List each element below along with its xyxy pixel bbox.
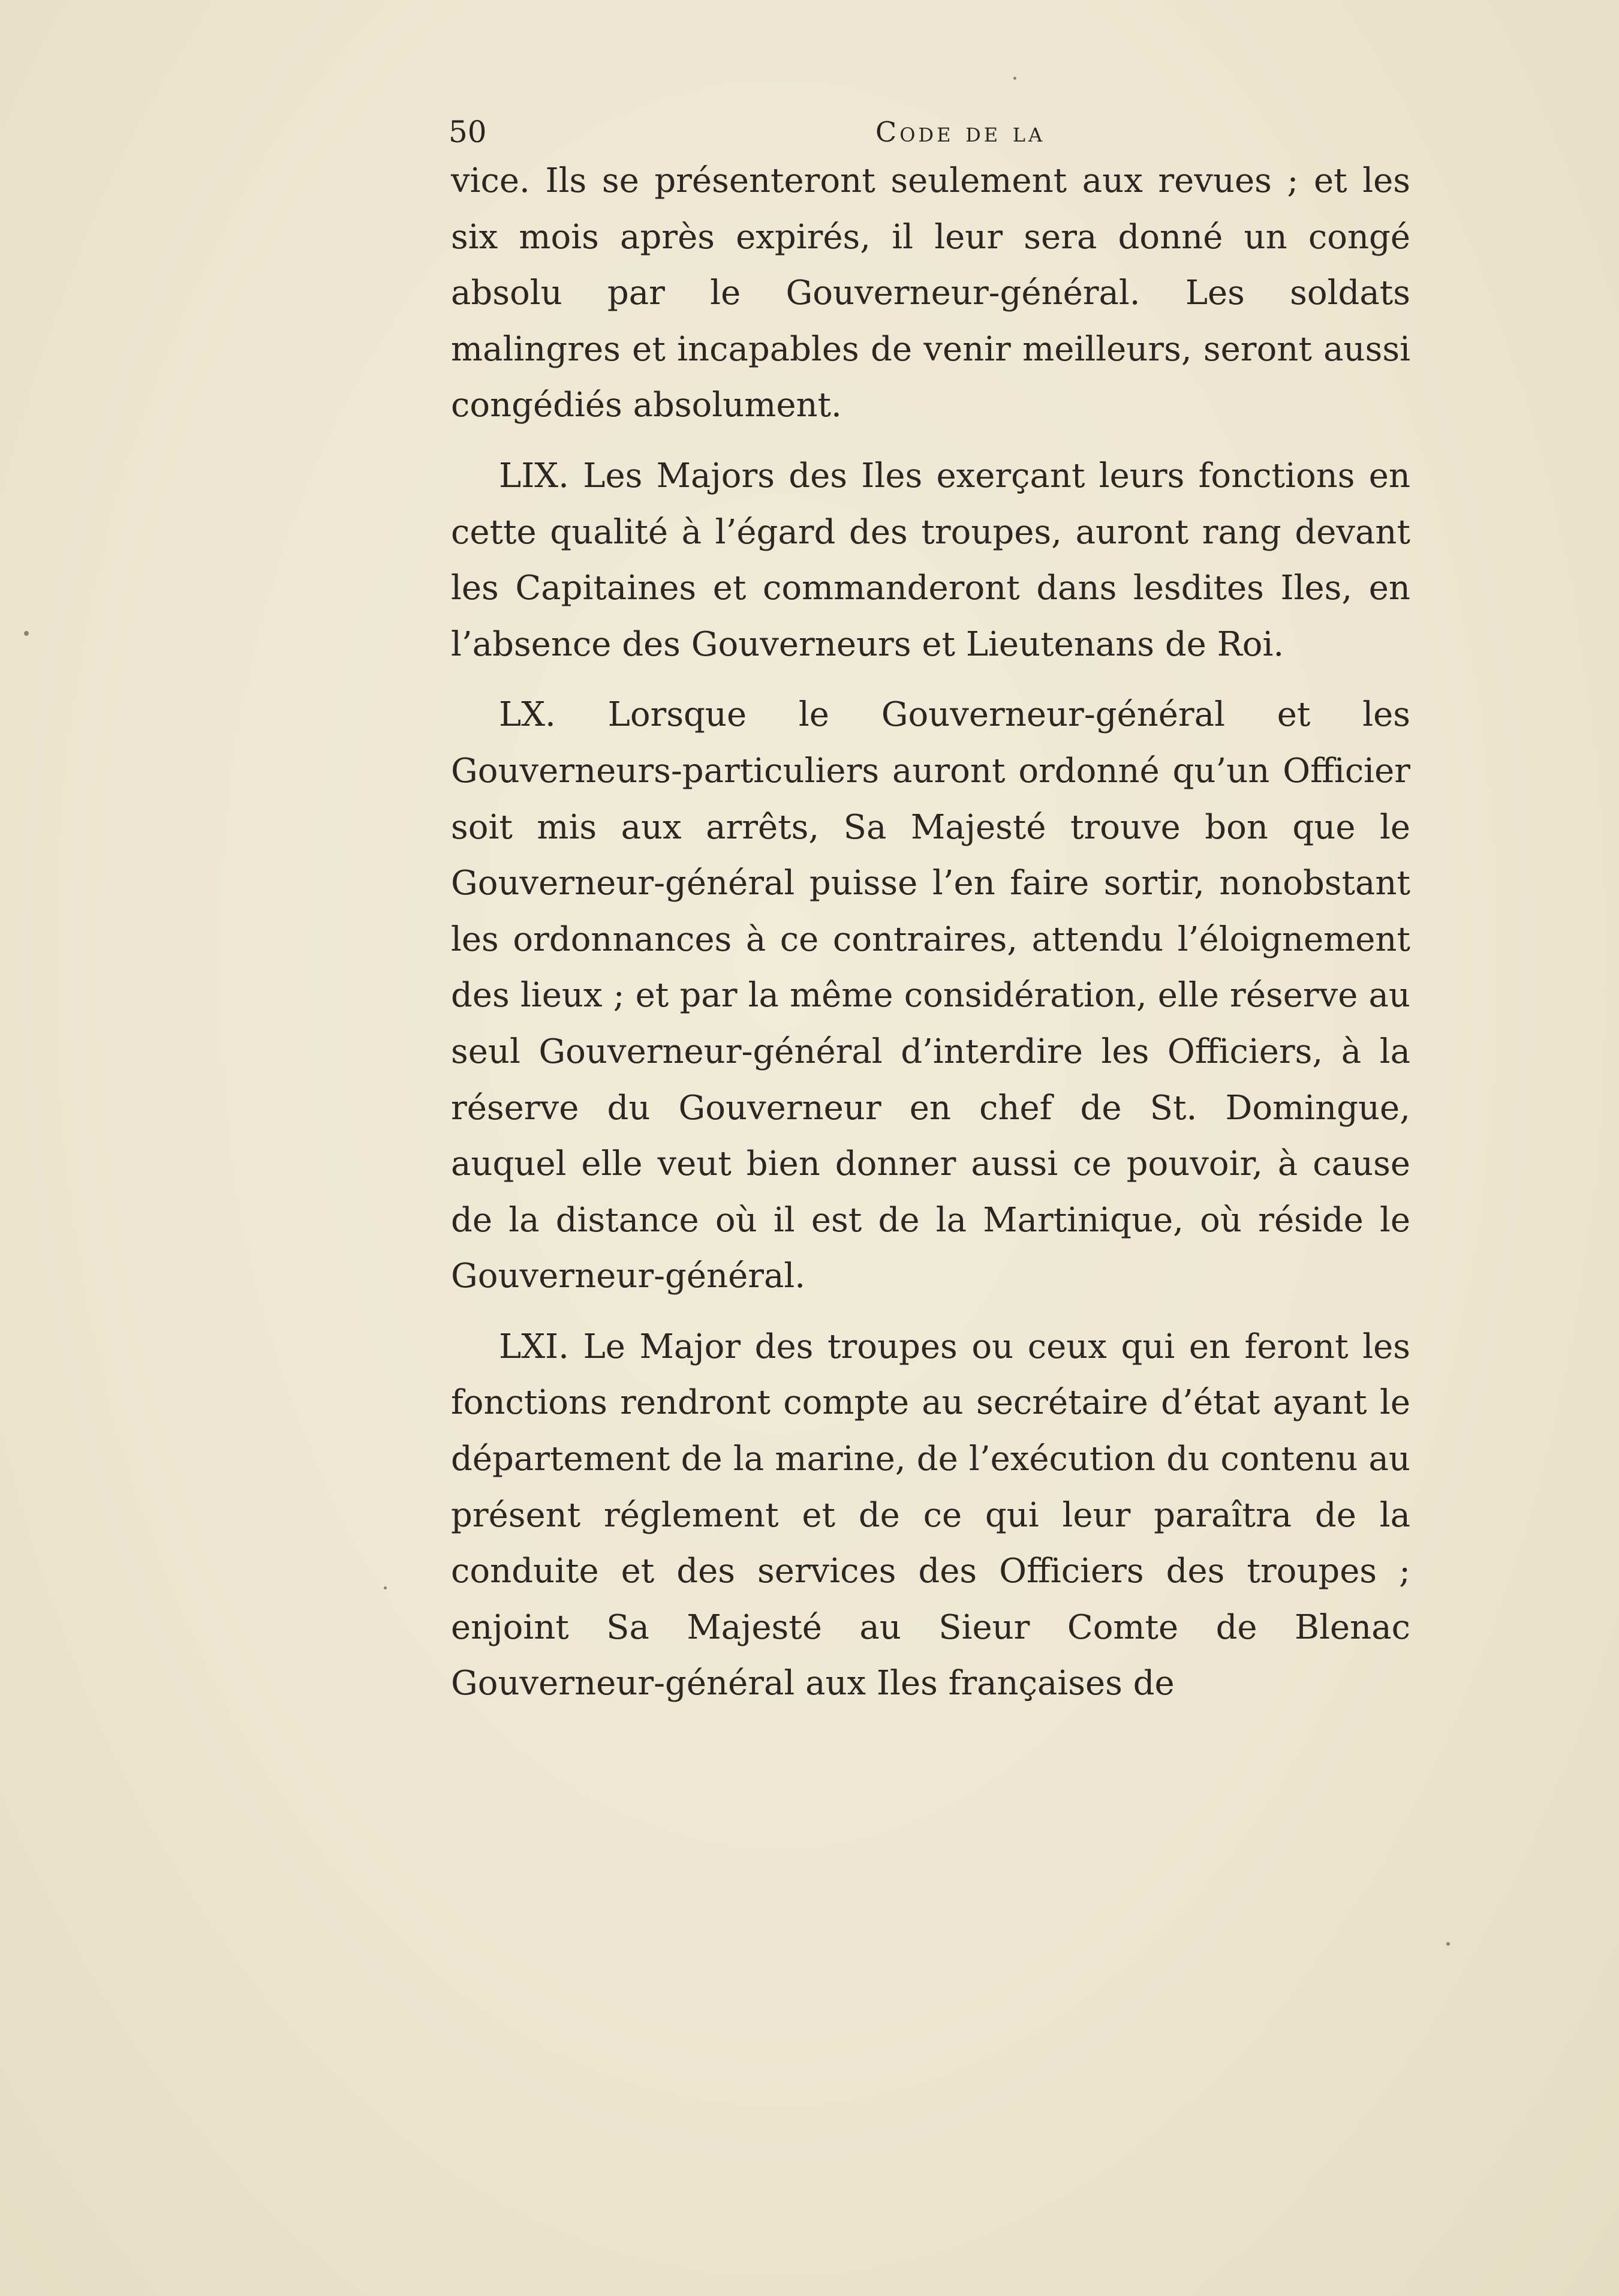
article-number: LIX. bbox=[499, 456, 569, 495]
article-lx bbox=[451, 687, 1410, 1305]
article-text: Le Major des troupes ou ceux qui en feront les fonctions rendront compte au secrétaire d’état ayant le département de la marine, de l’exécution du contenu au présent réglement et de ce qui leur paraîtra de la conduite et des services des Officiers des troupes ; enjoint Sa Majesté au Sieur Comte de Blenac Gouverneur-général aux Iles françaises de bbox=[451, 1327, 1410, 1703]
paper-speck bbox=[1446, 1942, 1450, 1946]
article-text: Les Majors des Iles exerçant leurs fonctions en cette qualité à l’égard des troupes, auront rang devant les Capitaines et commanderont dans lesdites Iles, en l’absence des Gouverneurs et Lieutenans de Roi. bbox=[451, 456, 1410, 664]
article-lxi bbox=[451, 1319, 1410, 1712]
running-title: Code de la bbox=[875, 116, 1046, 148]
continuation-paragraph: vice. Ils se présenteront seulement aux revues ; et les six mois après expirés, il leur sera donné un congé absolu par le Gouverneur-général. Les soldats malingres et incapables de venir meilleurs, seront aussi congédiés absolument. bbox=[451, 161, 1410, 425]
article-number: LXI. bbox=[499, 1327, 569, 1366]
page-header bbox=[444, 111, 1439, 153]
page-number: 50 bbox=[449, 115, 487, 149]
article-lix bbox=[451, 448, 1410, 672]
paper-speck bbox=[24, 631, 29, 636]
paper-speck bbox=[1013, 77, 1016, 80]
article-number: LX. bbox=[499, 695, 556, 735]
article-text: Lorsque le Gouverneur-général et les Gouverneurs-particuliers auront ordonné qu’un Officier soit mis aux arrêts, Sa Majesté trouve bon que le Gouverneur-général puisse l’en faire sortir, nonobstant les ordonnances à ce contraires, attendu l’éloignement des lieux ; et par la même considération, elle réserve au seul Gouverneur-général d’interdire les Officiers, à la réserve du Gouverneur en chef de St. Domingue, auquel elle veut bien donner aussi ce pouvoir, à cause de la distance où il est de la Martinique, où réside le Gouverneur-général. bbox=[451, 695, 1410, 1296]
paper-speck bbox=[384, 1586, 387, 1589]
body-text bbox=[451, 153, 1410, 1712]
